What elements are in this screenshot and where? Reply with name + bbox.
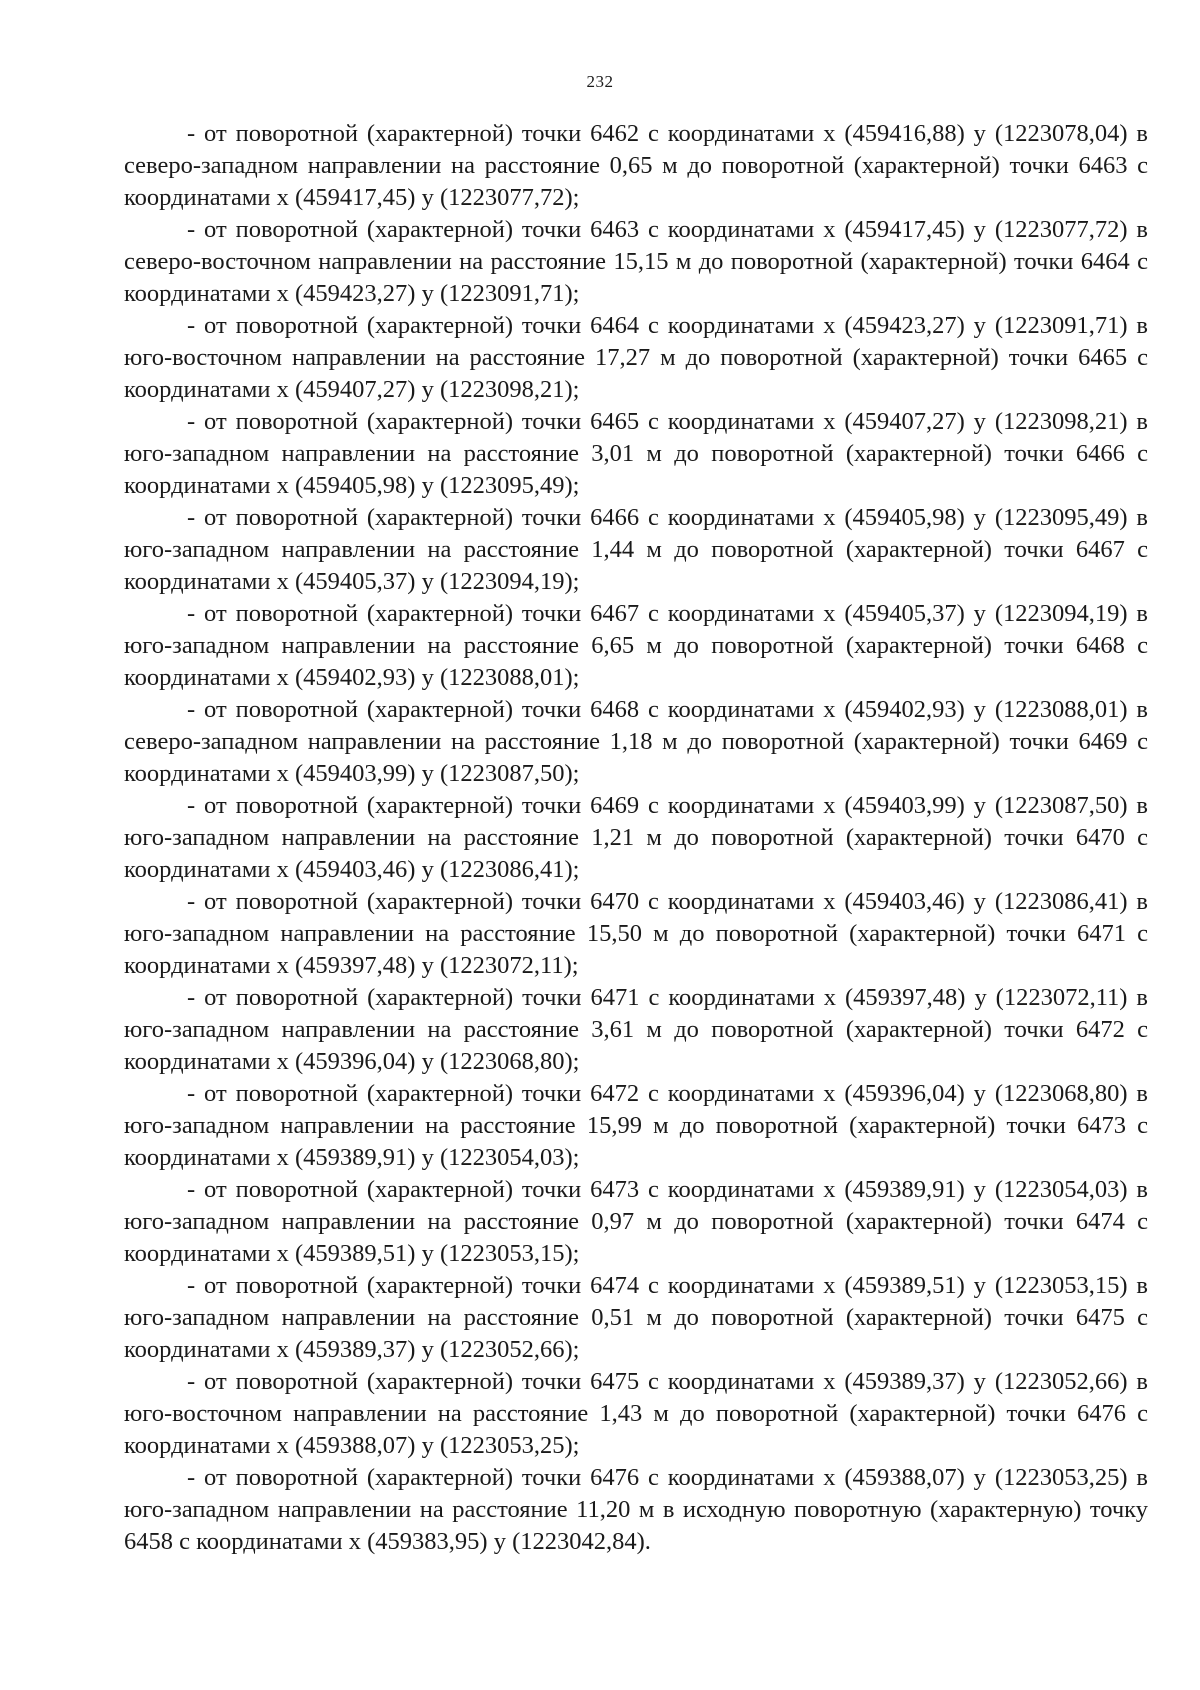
boundary-segment-paragraph: - от поворотной (характерной) точки 6462 с координатами х (459416,88) у (1223078,04) в северо-западном направлении на расстояние 0,65 м до поворотной (характерной) точки 6463 с координатами х (459417,45) у (1223077,72);	[124, 120, 1148, 211]
boundary-segment-paragraph: - от поворотной (характерной) точки 6470 с координатами х (459403,46) у (1223086,41) в юго-западном направлении на расстояние 15,50 м до поворотной (характерной) точки 6471 с координатами х (459397,48) у (1223072,11);	[124, 888, 1148, 979]
boundary-segment-paragraph: - от поворотной (характерной) точки 6468 с координатами х (459402,93) у (1223088,01) в северо-западном направлении на расстояние 1,18 м до поворотной (характерной) точки 6469 с координатами х (459403,99) у (1223087,50);	[124, 696, 1148, 787]
boundary-segment-paragraph: - от поворотной (характерной) точки 6466 с координатами х (459405,98) у (1223095,49) в юго-западном направлении на расстояние 1,44 м до поворотной (характерной) точки 6467 с координатами х (459405,37) у (1223094,19);	[124, 504, 1148, 595]
boundary-segment-paragraph: - от поворотной (характерной) точки 6475 с координатами х (459389,37) у (1223052,66) в юго-восточном направлении на расстояние 1,43 м до поворотной (характерной) точки 6476 с координатами х (459388,07) у (1223053,25);	[124, 1368, 1148, 1459]
boundary-segment-paragraph: - от поворотной (характерной) точки 6467 с координатами х (459405,37) у (1223094,19) в юго-западном направлении на расстояние 6,65 м до поворотной (характерной) точки 6468 с координатами х (459402,93) у (1223088,01);	[124, 600, 1148, 691]
page-number: 232	[586, 72, 614, 91]
boundary-segment-paragraph: - от поворотной (характерной) точки 6473 с координатами х (459389,91) у (1223054,03) в юго-западном направлении на расстояние 0,97 м до поворотной (характерной) точки 6474 с координатами х (459389,51) у (1223053,15);	[124, 1176, 1148, 1267]
boundary-segment-paragraph: - от поворотной (характерной) точки 6463 с координатами х (459417,45) у (1223077,72) в северо-восточном направлении на расстояние 15,15 м до поворотной (характерной) точки 6464 с координатами х (459423,27) у (1223091,71);	[124, 216, 1148, 307]
boundary-segment-paragraph: - от поворотной (характерной) точки 6471 с координатами х (459397,48) у (1223072,11) в юго-западном направлении на расстояние 3,61 м до поворотной (характерной) точки 6472 с координатами х (459396,04) у (1223068,80);	[124, 984, 1148, 1075]
boundary-segment-paragraph: - от поворотной (характерной) точки 6469 с координатами х (459403,99) у (1223087,50) в юго-западном направлении на расстояние 1,21 м до поворотной (характерной) точки 6470 с координатами х (459403,46) у (1223086,41);	[124, 792, 1148, 883]
boundary-description	[124, 118, 1148, 1558]
boundary-segment-paragraph: - от поворотной (характерной) точки 6464 с координатами х (459423,27) у (1223091,71) в юго-восточном направлении на расстояние 17,27 м до поворотной (характерной) точки 6465 с координатами х (459407,27) у (1223098,21);	[124, 312, 1148, 403]
boundary-segment-paragraph: - от поворотной (характерной) точки 6472 с координатами х (459396,04) у (1223068,80) в юго-западном направлении на расстояние 15,99 м до поворотной (характерной) точки 6473 с координатами х (459389,91) у (1223054,03);	[124, 1080, 1148, 1171]
boundary-segment-paragraph: - от поворотной (характерной) точки 6476 с координатами х (459388,07) у (1223053,25) в юго-западном направлении на расстояние 11,20 м в исходную поворотную (характерную) точку 6458 с координатами х (459383,95) у (1223042,84).	[124, 1464, 1148, 1555]
boundary-segment-paragraph: - от поворотной (характерной) точки 6465 с координатами х (459407,27) у (1223098,21) в юго-западном направлении на расстояние 3,01 м до поворотной (характерной) точки 6466 с координатами х (459405,98) у (1223095,49);	[124, 408, 1148, 499]
boundary-segment-paragraph: - от поворотной (характерной) точки 6474 с координатами х (459389,51) у (1223053,15) в юго-западном направлении на расстояние 0,51 м до поворотной (характерной) точки 6475 с координатами х (459389,37) у (1223052,66);	[124, 1272, 1148, 1363]
